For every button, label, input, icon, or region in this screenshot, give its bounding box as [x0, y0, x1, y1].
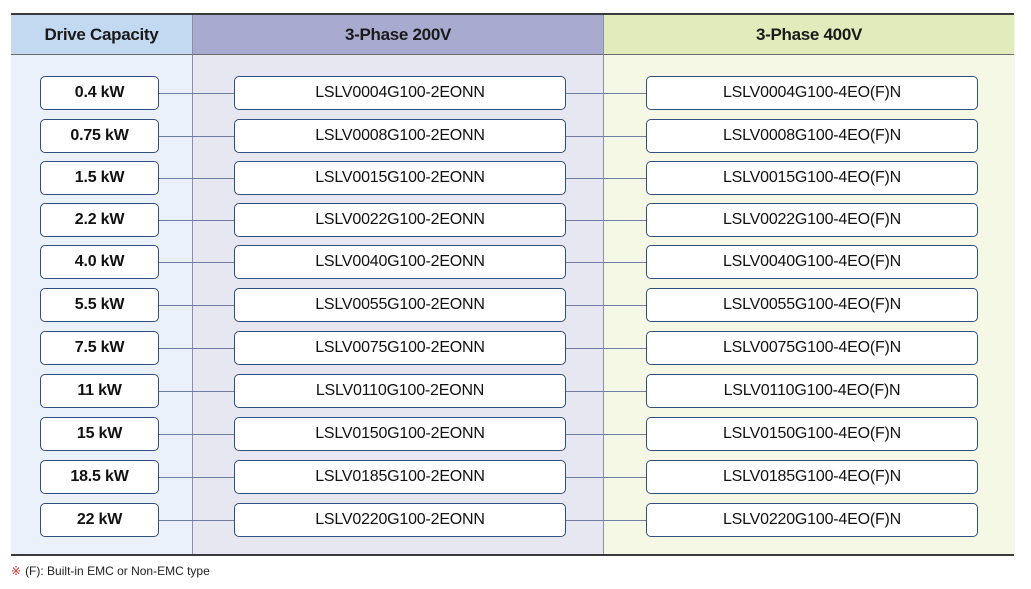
connector-line — [158, 136, 235, 137]
model-200v-cell: LSLV0015G100-2EONN — [234, 161, 566, 195]
model-200v-cell: LSLV0150G100-2EONN — [234, 417, 566, 451]
connector-line — [565, 262, 647, 263]
table-row — [11, 203, 1014, 239]
connector-line — [158, 93, 235, 94]
connector-line — [565, 348, 647, 349]
capacity-cell: 18.5 kW — [40, 460, 159, 494]
model-400v-cell: LSLV0040G100-4EO(F)N — [646, 245, 978, 279]
model-400v-cell: LSLV0150G100-4EO(F)N — [646, 417, 978, 451]
model-400v-cell: LSLV0075G100-4EO(F)N — [646, 331, 978, 365]
model-400v-cell: LSLV0008G100-4EO(F)N — [646, 119, 978, 153]
connector-line — [158, 477, 235, 478]
connector-line — [565, 305, 647, 306]
model-200v-cell: LSLV0040G100-2EONN — [234, 245, 566, 279]
connector-line — [565, 520, 647, 521]
capacity-cell: 4.0 kW — [40, 245, 159, 279]
connector-line — [565, 136, 647, 137]
footnote — [11, 564, 210, 578]
table-row — [11, 374, 1014, 410]
table-row — [11, 119, 1014, 155]
model-200v-cell: LSLV0075G100-2EONN — [234, 331, 566, 365]
connector-line — [158, 434, 235, 435]
capacity-cell: 7.5 kW — [40, 331, 159, 365]
phase200-header: 3-Phase 200V — [192, 15, 603, 55]
connector-line — [565, 434, 647, 435]
connector-line — [565, 220, 647, 221]
capacity-cell: 0.4 kW — [40, 76, 159, 110]
capacity-cell: 11 kW — [40, 374, 159, 408]
capacity-cell: 2.2 kW — [40, 203, 159, 237]
connector-line — [158, 220, 235, 221]
connector-line — [158, 348, 235, 349]
table-row — [11, 288, 1014, 324]
connector-line — [565, 391, 647, 392]
model-200v-cell: LSLV0110G100-2EONN — [234, 374, 566, 408]
connector-line — [565, 93, 647, 94]
table-row — [11, 503, 1014, 539]
model-400v-cell: LSLV0110G100-4EO(F)N — [646, 374, 978, 408]
model-400v-cell: LSLV0055G100-4EO(F)N — [646, 288, 978, 322]
connector-line — [565, 178, 647, 179]
capacity-cell: 15 kW — [40, 417, 159, 451]
connector-line — [158, 262, 235, 263]
phase400-header: 3-Phase 400V — [603, 15, 1014, 55]
footnote-text: (F): Built-in EMC or Non-EMC type — [25, 564, 210, 578]
reference-mark-icon: ※ — [11, 564, 22, 578]
model-200v-cell: LSLV0022G100-2EONN — [234, 203, 566, 237]
capacity-cell: 0.75 kW — [40, 119, 159, 153]
model-200v-cell: LSLV0008G100-2EONN — [234, 119, 566, 153]
model-400v-cell: LSLV0185G100-4EO(F)N — [646, 460, 978, 494]
table-row — [11, 76, 1014, 112]
table-row — [11, 161, 1014, 197]
model-200v-cell: LSLV0004G100-2EONN — [234, 76, 566, 110]
model-200v-cell: LSLV0185G100-2EONN — [234, 460, 566, 494]
table-row — [11, 460, 1014, 496]
capacity-cell: 5.5 kW — [40, 288, 159, 322]
connector-line — [565, 477, 647, 478]
model-400v-cell: LSLV0004G100-4EO(F)N — [646, 76, 978, 110]
model-200v-cell: LSLV0055G100-2EONN — [234, 288, 566, 322]
model-400v-cell: LSLV0220G100-4EO(F)N — [646, 503, 978, 537]
model-200v-cell: LSLV0220G100-2EONN — [234, 503, 566, 537]
capacity-cell: 22 kW — [40, 503, 159, 537]
connector-line — [158, 305, 235, 306]
capacity-cell: 1.5 kW — [40, 161, 159, 195]
table-row — [11, 245, 1014, 281]
model-table — [11, 13, 1014, 556]
model-400v-cell: LSLV0015G100-4EO(F)N — [646, 161, 978, 195]
table-row — [11, 417, 1014, 453]
model-400v-cell: LSLV0022G100-4EO(F)N — [646, 203, 978, 237]
connector-line — [158, 178, 235, 179]
table-row — [11, 331, 1014, 367]
connector-line — [158, 520, 235, 521]
capacity-header: Drive Capacity — [11, 15, 192, 55]
connector-line — [158, 391, 235, 392]
